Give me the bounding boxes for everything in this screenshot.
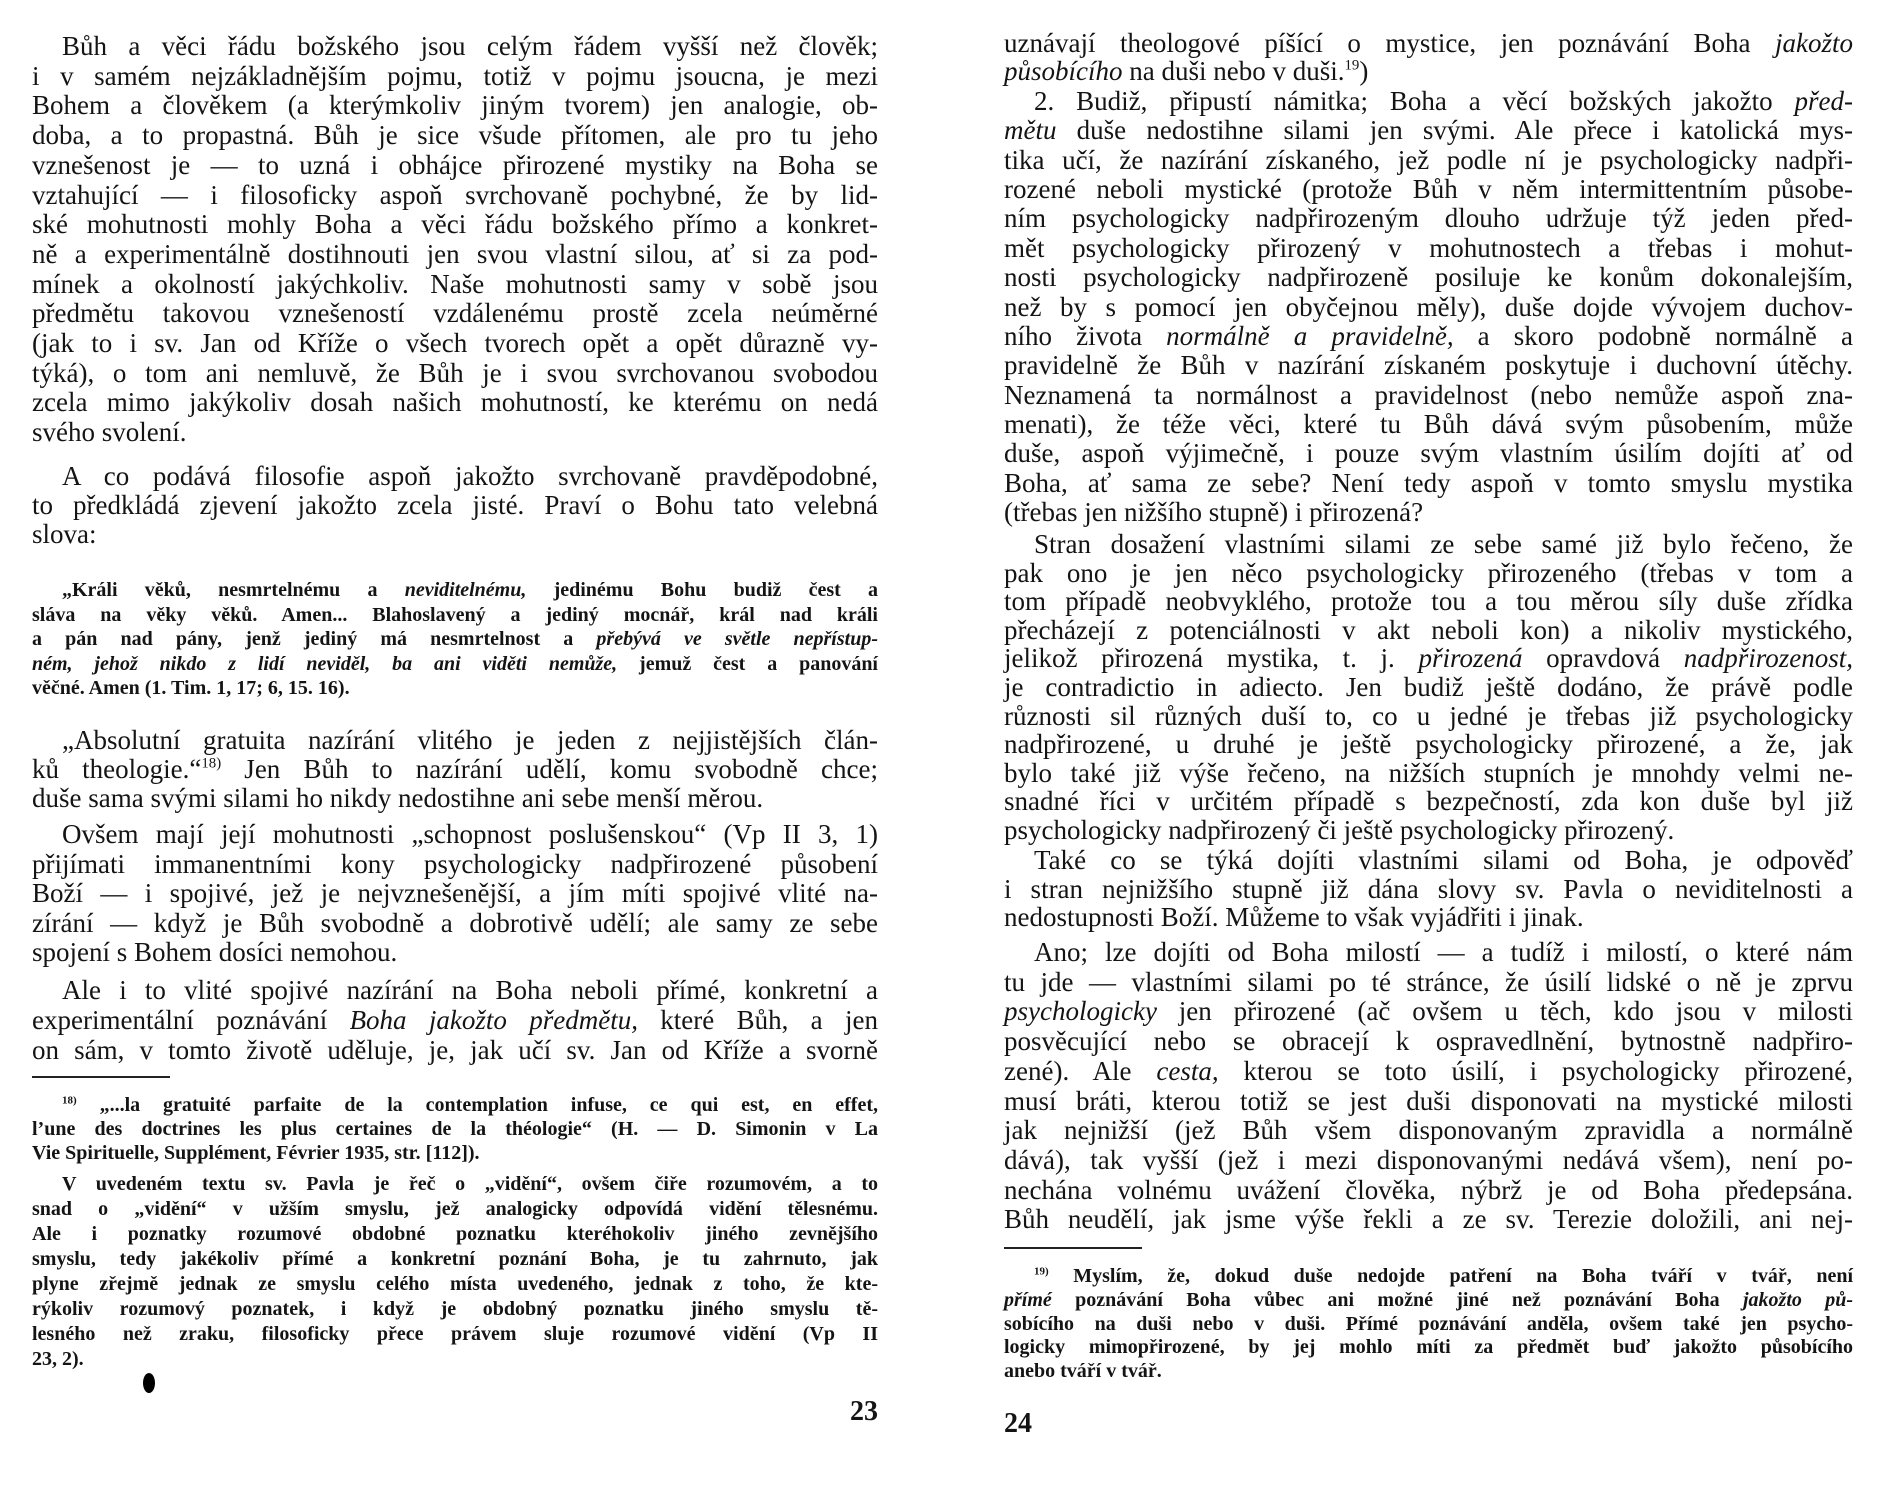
- text-line: Bůh neudělí, jak jsme výše řekli a ze sv. Terezie doložili, ani nej-: [1004, 1204, 1853, 1235]
- italic-text: nadpřirozenost,: [1683, 643, 1853, 674]
- text-segment: jemuž čest a panování: [617, 652, 878, 675]
- text-segment: ků theologie.“: [32, 754, 202, 784]
- text-line: Stran dosažení vlastními silami ze sebe samé již bylo řečeno, že: [1034, 529, 1853, 559]
- text-line: pak ono je jen něco psychologicky přirozeného (třebas v tom a: [1004, 557, 1853, 588]
- text-line: [1004, 644, 1853, 673]
- paragraph: [32, 820, 878, 968]
- footnote-reference: 19: [1344, 57, 1360, 74]
- text-line: lesného než zraku, filosoficky přece právem sluje rozumové vidění (Vp II: [32, 1323, 878, 1345]
- paragraph: [1004, 938, 1853, 1235]
- text-line: [1004, 322, 1853, 351]
- text-line: nosti psychologicky nadpřirozeně posiluje ke konům dokonalejším,: [1004, 262, 1853, 293]
- text-line: Ovšem mají její mohutnosti „schopnost poslušenskou“ (Vp II 3, 1): [62, 819, 878, 849]
- text-line: [1004, 57, 1853, 85]
- text-line: A co podává filosofie aspoň jakožto svrchovaně pravděpodobné,: [62, 461, 878, 491]
- text-line: V uvedeném textu sv. Pavla je řeč o „vidění“, ovšem čiře rozumovém, a to: [62, 1173, 878, 1195]
- text-line: Ale i to vlité spojivé nazírání na Boha neboli přímé, konkretní a: [62, 975, 878, 1005]
- page-number: 23: [850, 1396, 878, 1427]
- page-24: [939, 0, 1878, 1500]
- italic-text: cesta,: [1156, 1055, 1219, 1086]
- text-segment: uznávají theologové píšící o mystice, jen poznávání Boha: [1004, 28, 1775, 58]
- text-line: Ano; lze dojíti od Boha milostí — a tudíž i milostí, o které nám: [1034, 937, 1853, 967]
- text-line: rozené neboli mystické (protože Bůh v něm intermittentním působe-: [1004, 174, 1853, 205]
- text-line: tu jde — vlastními silami po té stránce, že úsilí lidské o ně je zprvu: [1004, 966, 1853, 997]
- text-segment: „...la gratuité parfaite de la contemplation infuse, ce qui est, en effet,: [76, 1094, 878, 1116]
- text-segment: Jen Bůh to nazírání udělí, komu svobodně chce;: [221, 754, 878, 784]
- text-line: [1004, 1289, 1853, 1313]
- italic-text: působícího: [1004, 56, 1123, 86]
- italic-text: Boha jakožto předmětu,: [349, 1005, 638, 1035]
- italic-text: neviditelnému,: [404, 579, 527, 601]
- paragraph: [1004, 846, 1853, 932]
- text-line: „Absolutní gratuita nazírání vlitého je jeden z nejjistějších člán-: [62, 725, 878, 755]
- text-line: [1004, 997, 1853, 1027]
- text-line: [32, 627, 878, 652]
- page-number: 24: [1004, 1408, 1032, 1439]
- text-line: tom případě neobvyklého, protože tou a tou měrou síly duše zřídka: [1004, 586, 1853, 617]
- text-line: sobícího na duši nebo v duši. Přímé poznávání anděla, ovšem také jen psycho-: [1004, 1312, 1853, 1335]
- italic-text: jakožto pů-: [1742, 1288, 1853, 1311]
- text-line: vznešenost je — to uzná i obhájce přirozené mystiky na Boha se: [32, 149, 878, 180]
- paragraph: [32, 32, 878, 448]
- text-line: zírání — když je Bůh svobodně a dobrotivě udělí; ale samy ze sebe: [32, 907, 878, 938]
- text-line: nedostupnosti Boží. Můžeme to však vyjádřiti i jinak.: [1004, 902, 1584, 932]
- text-segment: jedinému Bohu budiž čest a: [526, 579, 878, 601]
- italic-text: přímé: [1004, 1288, 1052, 1311]
- text-line: [32, 652, 878, 677]
- text-line: Ale i poznatky rozumové obdobné poznatku kteréhokoliv jiného zevnějšího: [32, 1223, 878, 1245]
- text-line: (jak to i sv. Jan od Kříže o všech tvorech opět a opět důrazně vy-: [32, 328, 878, 359]
- text-line: smyslu, tedy jakékoliv přímé a konkretní poznání Boha, je tu zahrnuto, jak: [32, 1248, 878, 1270]
- italic-text: před-: [1794, 86, 1853, 116]
- text-line: tika učí, že nazírání získaného, jež podle ní je psychologicky nadpři-: [1004, 144, 1853, 175]
- paragraph: [1004, 530, 1853, 845]
- text-line: snadné říci v určitém případě s bezpečností, zda kon duše byl již: [1004, 786, 1853, 817]
- text-line: jak nejnižší (jež Bůh všem disponovaným zpravidla a normálně: [1004, 1115, 1853, 1146]
- text-line: věčné. Amen (1. Tim. 1, 17; 6, 15. 16).: [32, 677, 350, 699]
- text-segment: a skoro podobně normálně a: [1453, 320, 1853, 351]
- italic-text: mětu: [1004, 115, 1057, 146]
- paragraph: [32, 462, 878, 549]
- text-line: psychologicky nadpřirozený či ještě psychologicky přirozený.: [1004, 814, 1675, 845]
- text-segment: ): [1359, 56, 1369, 86]
- text-line: logicky mimopřirozené, by jej mohlo míti za předmět buď jakožto působícího: [1004, 1336, 1853, 1359]
- italic-text: ném, jehož nikdo z lidí neviděl, ba ani viděti nemůže,: [32, 652, 618, 675]
- text-line: [1004, 1057, 1853, 1087]
- text-line: ním psychologicky nadpřirozeným dlouho udržuje týž jeden před-: [1004, 203, 1853, 234]
- text-segment: Myslím, že, dokud duše nedojde patření na Boha tváří v tvář, není: [1048, 1265, 1853, 1287]
- text-line: (třebas jen nižšího stupně) i přirozená?: [1004, 497, 1424, 528]
- text-segment: jen přirozené (ač ovšem u těch, kdo jsou v milosti: [1156, 996, 1853, 1027]
- text-line: nadpřirozené, u druhé je ještě psychologicky přirozené, a že, jak: [1004, 729, 1853, 760]
- text-line: [32, 578, 878, 603]
- text-line: l’une des doctrines les plus certaines de la théologie“ (H. — D. Simonin v La: [32, 1118, 878, 1140]
- text-segment: „Králi věků, nesmrtelnému a: [62, 579, 405, 601]
- text-line: [1004, 87, 1853, 116]
- text-line: je contradictio in adiecto. Jen budiž ještě dodáno, že právě podle: [1004, 671, 1853, 702]
- text-line: i v samém nejzákladnějším pojmu, totiž v pojmu jsoucna, je mezi: [32, 60, 878, 91]
- text-line: [32, 1093, 878, 1117]
- italic-text: psychologicky: [1004, 996, 1157, 1027]
- footnote: [1004, 1265, 1853, 1384]
- footnote-reference: 19): [1034, 1265, 1049, 1278]
- text-line: snad o „vidění“ v užším smyslu, jež analogicky odpovídá vidění tělesnému.: [32, 1198, 878, 1220]
- text-segment: kterou se toto úsilí, i psychologicky přirozené,: [1218, 1055, 1854, 1086]
- block-quote: [32, 578, 878, 701]
- text-line: vztahující — i filosoficky aspoň svrchovaně pochybné, že by lid-: [32, 179, 878, 210]
- text-segment: ního života: [1004, 320, 1167, 351]
- text-line: [1004, 1265, 1853, 1289]
- text-line: ské mohutnosti mohly Boha a věci řádu božského přímo a konkret-: [32, 209, 878, 240]
- text-line: [1004, 29, 1853, 57]
- text-line: Bohem a člověkem (a kterýmkoliv jiným tvorem) jen analogie, ob-: [32, 90, 878, 121]
- text-line: mínek a okolností jakýchkoliv. Naše mohutnosti samy v sobě jsou: [32, 268, 878, 299]
- text-line: to předkládá zjevení jakožto zcela jisté. Praví o Bohu tato velebná: [32, 490, 878, 520]
- text-segment: zené). Ale: [1004, 1055, 1157, 1086]
- text-line: Také co se týká dojíti vlastními silami od Boha, je odpověď: [1034, 845, 1853, 875]
- text-line: duše, aspoň výjimečně, i pouze svým vlastním úsilím dojíti ať od: [1004, 438, 1853, 469]
- text-segment: 2. Budiž, připustí námitka; Boha a věcí božských jakožto: [1034, 86, 1795, 116]
- text-line: bylo také již výše řečeno, na nižších stupních je mnohdy velmi ne-: [1004, 757, 1853, 788]
- text-line: Neznamená ta normálnost a pravidelnost (nebo nemůže aspoň zna-: [1004, 379, 1853, 410]
- text-line: svého svolení.: [32, 417, 187, 448]
- text-line: rýkoliv rozumový poznatek, i když je obdobný poznatku jiného smyslu tě-: [32, 1298, 878, 1320]
- text-line: Boží — i spojivé, jež je nejvznešenější, a jím míti spojivé vlité na-: [32, 878, 878, 908]
- text-segment: experimentální poznávání: [32, 1005, 350, 1035]
- text-line: Vie Spirituelle, Supplément, Février 1935, str. [112]).: [32, 1142, 480, 1164]
- text-line: přijímati immanentními kony psychologicky nadpřirozené působení: [32, 848, 878, 879]
- footnote-reference: 18): [201, 755, 222, 772]
- footnote-reference: 18): [62, 1094, 77, 1107]
- ink-blot: [143, 1373, 155, 1393]
- text-line: než by s pomocí jen obyčejnou měly), duše dojde vývojem duchov-: [1004, 291, 1853, 322]
- text-line: různosti sil různých duší to, co u jedné je třebas již psychologicky: [1004, 700, 1853, 731]
- footnote: [32, 1093, 878, 1165]
- text-segment: jelikož přirozená mystika, t. j.: [1004, 643, 1419, 674]
- paragraph: [1004, 29, 1853, 85]
- text-line: duše sama svými silami ho nikdy nedostihne ani sebe menší měrou.: [32, 783, 764, 813]
- text-line: on sám, v tomto životě uděluje, je, jak učí sv. Jan od Kříže a svorně: [32, 1035, 878, 1065]
- text-line: zcela mimo jakýkoliv dosah našich mohutností, ke kterému on nedá: [32, 387, 878, 418]
- text-segment: které Bůh, a jen: [637, 1005, 878, 1035]
- paragraph: [32, 975, 878, 1065]
- text-line: [32, 755, 878, 784]
- text-line: 23, 2).: [32, 1348, 84, 1370]
- text-segment: opravdová: [1522, 643, 1684, 674]
- text-line: posvěcující nebo se obracejí k ospravedlnění, bytnostně nadpřiro-: [1004, 1026, 1853, 1057]
- text-segment: duše nedostihne silami jen svými. Ale přece i katolická mys-: [1056, 115, 1853, 146]
- text-line: [32, 1005, 878, 1035]
- text-segment: a pán nad pány, jenž jediný má nesmrtelnost a: [32, 628, 597, 650]
- italic-text: přebývá ve světle nepřístup-: [596, 628, 878, 650]
- text-line: přecházejí z potenciálnosti v akt neboli kon) a nikoliv mystického,: [1004, 614, 1853, 645]
- text-line: mět psychologicky přirozený v mohutnostech a třebas i mohut-: [1004, 232, 1853, 263]
- footnote-separator: [32, 1076, 170, 1078]
- text-line: týká), o tom ani nemluvě, že Bůh je i svou svrchovanou svobodou: [32, 357, 878, 388]
- text-line: dává), tak vyšší (jež i mezi disponovanými nedává všem), není po-: [1004, 1144, 1853, 1175]
- italic-text: normálně a pravidelně,: [1166, 320, 1454, 351]
- text-line: [1004, 116, 1853, 145]
- text-line: doba, a to propastná. Bůh je sice všude přítomen, ale pro tu jeho: [32, 120, 878, 151]
- text-line: sláva na věky věků. Amen... Blahoslavený a jediný mocnář, král nad králi: [32, 603, 878, 626]
- footnote: [32, 1172, 878, 1372]
- text-line: Boha, ať sama ze sebe? Není tedy aspoň v tomto smyslu mystika: [1004, 467, 1853, 498]
- text-line: plyne zřejmě jednak ze smyslu celého místa uvedeného, jednak z toho, že kte-: [32, 1273, 878, 1295]
- text-line: slova:: [32, 519, 97, 549]
- footnote-separator: [1004, 1247, 1142, 1249]
- text-line: nechána volnému uvážení člověka, nýbrž je od Boha předepsána.: [1004, 1174, 1853, 1205]
- text-line: spojení s Bohem dosíci nemohou.: [32, 937, 398, 967]
- text-segment: poznávání Boha vůbec ani možné jiné než poznávání Boha: [1051, 1288, 1743, 1311]
- text-line: i stran nejnižšího stupně již dána slovy sv. Pavla o neviditelnosti a: [1004, 873, 1853, 904]
- text-line: Bůh a věci řádu božského jsou celým řádem vyšší než člověk;: [62, 31, 878, 61]
- text-line: předmětu takovou vznešeností vzdálenému prostě zcela neúměrné: [32, 298, 878, 329]
- text-line: menati), že téže věci, které tu Bůh dává svým působením, může: [1004, 408, 1853, 439]
- text-line: anebo tváří v tvář.: [1004, 1360, 1162, 1383]
- paragraph: [1004, 87, 1853, 527]
- text-segment: na duši nebo v duši.: [1122, 56, 1345, 86]
- italic-text: přirozená: [1418, 643, 1523, 674]
- text-line: pravidelně že Bůh v nazírání získaném poskytuje i duchovní útěchy.: [1004, 350, 1853, 381]
- italic-text: jakožto: [1775, 28, 1853, 58]
- text-line: ně a experimentálně dostihnouti jen svou vlastní silou, ať si za pod-: [32, 238, 878, 269]
- paragraph: [32, 726, 878, 813]
- text-line: musí bráti, kterou totiž se jest duši disponovati na mystické milosti: [1004, 1085, 1853, 1116]
